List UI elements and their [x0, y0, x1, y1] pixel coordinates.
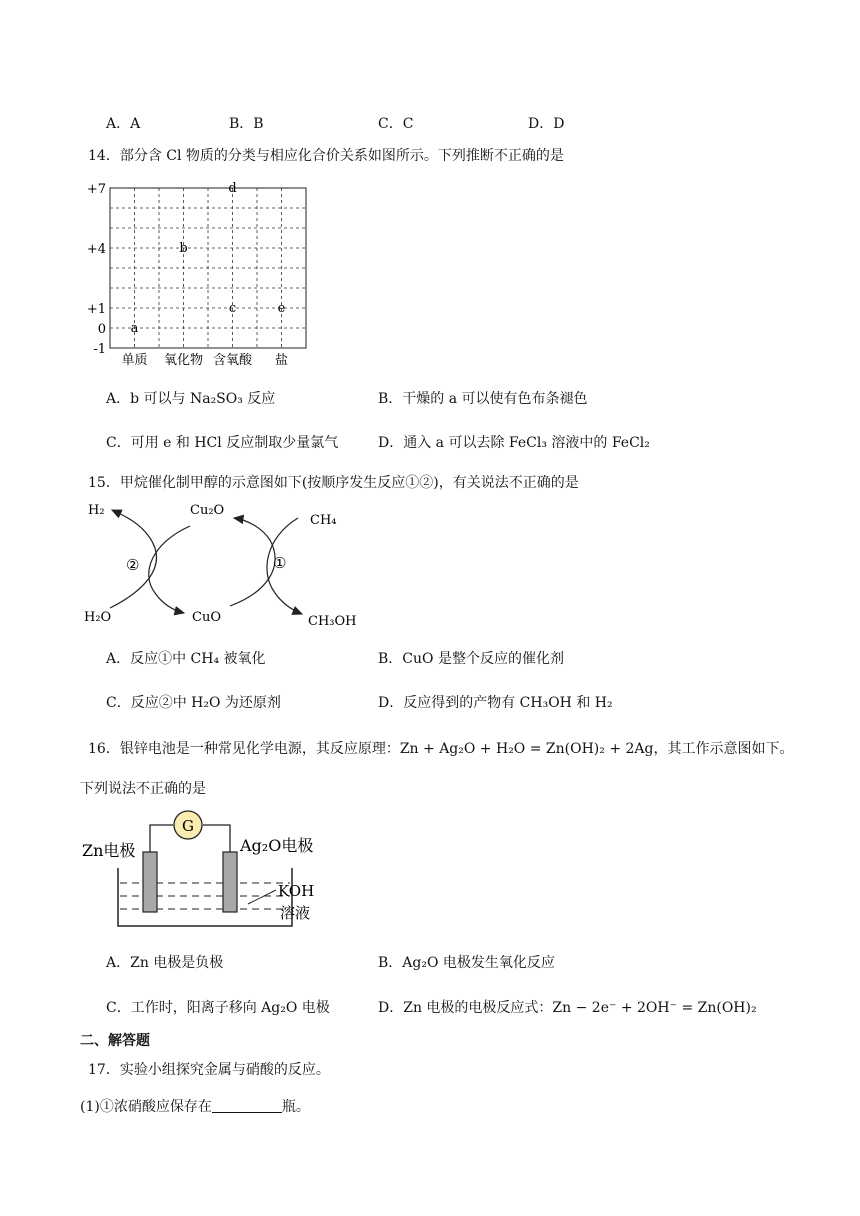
q16-option-b: B．Ag₂O 电极发生氧化反应	[378, 955, 555, 971]
y-tick-label: +7	[86, 182, 106, 197]
q16-battery-diagram	[80, 808, 340, 938]
q14-option-d: D．通入 a 可以去除 FeCl₃ 溶液中的 FeCl₂	[378, 435, 650, 451]
point-d: d	[228, 181, 237, 196]
zn-electrode-label: Zn电极	[82, 841, 136, 860]
q17-stem: 17．实验小组探究金属与硝酸的反应。	[88, 1062, 330, 1078]
q16-stem-line1: 16．银锌电池是一种常见化学电源，其反应原理：Zn + Ag₂O + H₂O = Zn(OH)₂ + 2Ag，其工作示意图如下。	[88, 741, 794, 757]
x-tick-label: 单质	[121, 353, 148, 368]
y-tick-label: +4	[86, 242, 106, 257]
q15-option-b: B．CuO 是整个反应的催化剂	[378, 651, 564, 667]
label-cuo: CuO	[192, 610, 221, 625]
q17-part1-suffix: 瓶。	[281, 1099, 310, 1115]
point-c: c	[228, 301, 237, 316]
chart-points	[131, 181, 286, 336]
label-h2: H₂	[88, 503, 105, 518]
arc-cuo-to-cu2o	[230, 518, 275, 606]
answer-blank[interactable]	[212, 1100, 282, 1113]
q16-stem-line2: 下列说法不正确的是	[80, 781, 206, 797]
label-cu2o: Cu₂O	[190, 503, 225, 518]
y-tick-label: +1	[86, 302, 106, 317]
q15-stem: 15．甲烷催化制甲醇的示意图如下(按顺序发生反应①②)，有关说法不正确的是	[88, 475, 579, 491]
point-e: e	[277, 301, 286, 316]
y-tick-label: 0	[97, 322, 106, 337]
q14-stem: 14．部分含 Cl 物质的分类与相应化合价关系如图所示。下列推断不正确的是	[88, 148, 564, 164]
chart-y-ticks	[87, 182, 106, 357]
ag2o-electrode	[223, 852, 237, 912]
q15-option-d: D．反应得到的产物有 CH₃OH 和 H₂	[378, 695, 613, 711]
q15-option-a: A．反应①中 CH₄ 被氧化	[106, 651, 266, 667]
q16-option-d: D．Zn 电极的电极反应式：Zn − 2e⁻ + 2OH⁻ = Zn(OH)₂	[378, 1000, 757, 1016]
q13-option-b: B．B	[229, 116, 264, 132]
q16-option-a: A．Zn 电极是负极	[106, 955, 224, 971]
q14-option-c: C．可用 e 和 HCl 反应制取少量氯气	[106, 435, 339, 451]
arc-cu2o-to-cuo	[149, 526, 190, 613]
koh-label: KOH	[278, 882, 315, 900]
galvanometer-label: G	[182, 817, 194, 835]
label-step-1: ①	[273, 554, 287, 572]
q14-option-a: A．b 可以与 Na₂SO₃ 反应	[106, 391, 276, 407]
q16-option-c: C．工作时，阳离子移向 Ag₂O 电极	[106, 1000, 330, 1016]
q15-catalytic-cycle-diagram	[80, 498, 380, 633]
chart-grid	[110, 188, 306, 348]
point-a: a	[130, 321, 139, 336]
q13-option-a: A．A	[106, 116, 141, 132]
label-ch3oh: CH₃OH	[308, 614, 357, 629]
zn-electrode	[143, 852, 157, 912]
x-tick-label: 盐	[274, 353, 289, 368]
x-tick-label: 氧化物	[163, 353, 204, 368]
y-tick-label: -1	[93, 342, 106, 357]
section-heading: 二、解答题	[80, 1033, 150, 1049]
q17-part1-prefix: (1)①浓硝酸应保存在	[80, 1099, 212, 1115]
q14-option-b: B．干燥的 a 可以使有色布条褪色	[378, 391, 588, 407]
q15-option-c: C．反应②中 H₂O 为还原剂	[106, 695, 281, 711]
chart-x-ticks	[121, 352, 288, 368]
q17-part1	[80, 1096, 310, 1116]
label-ch4: CH₄	[310, 513, 337, 528]
point-b: b	[179, 241, 188, 256]
x-tick-label: 含氧酸	[212, 353, 253, 368]
q13-option-c: C．C	[378, 116, 414, 132]
label-h2o: H₂O	[84, 610, 112, 625]
q13-option-d: D．D	[528, 116, 565, 132]
label-step-2: ②	[126, 556, 140, 574]
solution-label: 溶液	[280, 904, 311, 922]
ag2o-electrode-label: Ag₂O电极	[240, 836, 314, 855]
q14-valence-chart	[80, 178, 320, 368]
